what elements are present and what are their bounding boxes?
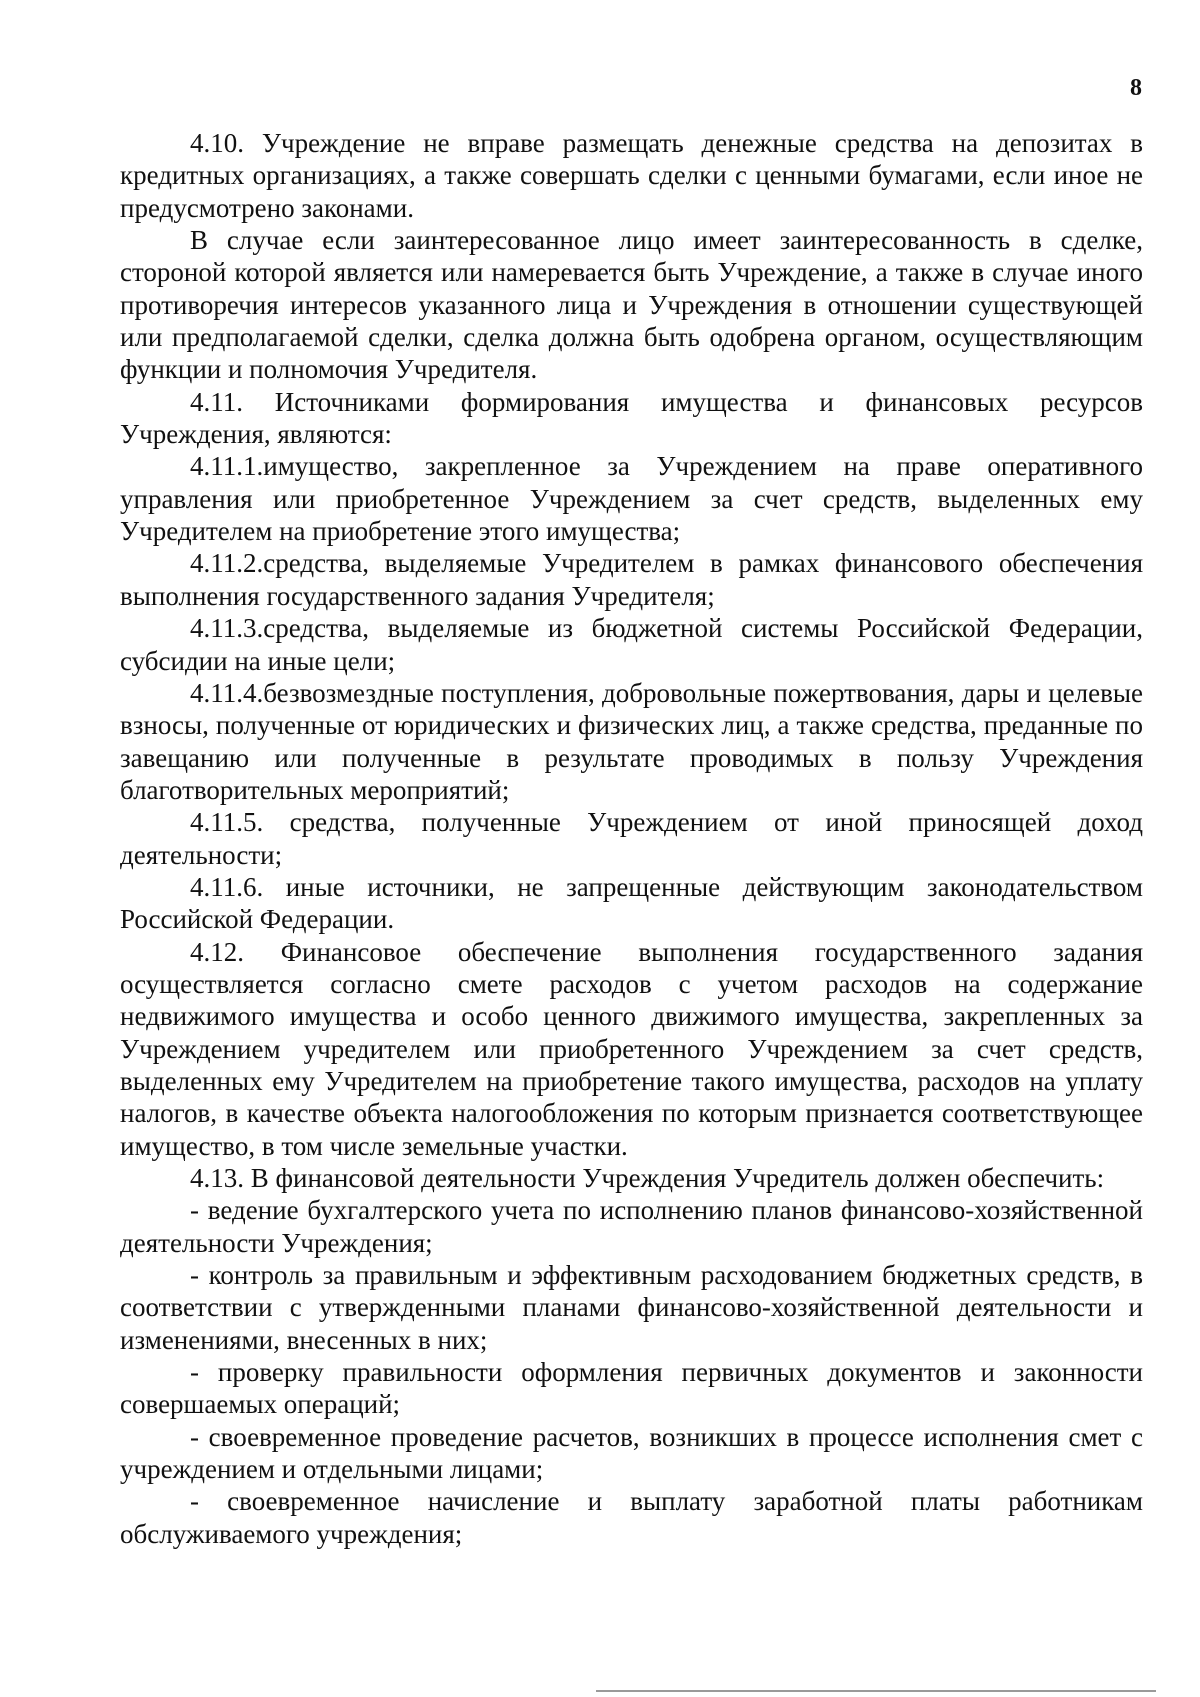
paragraph-4-11: 4.11. Источниками формирования имущества и финансовых ресурсов Учреждения, являются: [120, 386, 1143, 450]
paragraph-4-11-4: 4.11.4.безвозмездные поступления, добровольные пожертвования, дары и целевые взносы, полученные от юридических и физических лиц, а также средства, преданные по завещанию или полученные в результате проводимых в пользу Учреждения благотворительных мероприятий; [120, 677, 1143, 805]
list-item-budget-control: - контроль за правильным и эффективным расходованием бюджетных средств, в соответствии с утвержденными планами финансово-хозяйственной деятельности и изменениями, внесенных в них; [120, 1260, 1143, 1355]
list-item-salary: - своевременное начисление и выплату заработной платы работникам обслуживаемого учреждения; [120, 1486, 1143, 1549]
paragraph-4-11-2: 4.11.2.средства, выделяемые Учредителем в рамках финансового обеспечения выполнения государственного задания Учредителя; [120, 548, 1143, 611]
page-number: 8 [1130, 75, 1142, 101]
paragraph-interested-party: В случае если заинтересованное лицо имеет заинтересованность в сделке, стороной которой является или намеревается быть Учреждение, а также в случае иного противоречия интересов указанного лица и Учреждения в отношении существующей или предполагаемой сделки, сделка должна быть одобрена органом, осуществляющим функции и полномочия Учредителя. [120, 225, 1143, 385]
paragraph-4-13: 4.13. В финансовой деятельности Учреждения Учредитель должен обеспечить: [190, 1163, 1105, 1193]
document-body [120, 127, 1143, 1550]
paragraph-4-11-3: 4.11.3.средства, выделяемые из бюджетной системы Российской Федерации, субсидии на иные цели; [120, 613, 1143, 676]
paragraph-4-12: 4.12. Финансовое обеспечение выполнения государственного задания осуществляется согласно смете расходов с учетом расходов на содержание недвижимого имущества и особо ценного движимого имущества, закрепленных за Учреждением учредителем или приобретенного Учреждением за счет средств, выделенных ему Учредителем на приобретение такого имущества, расходов на уплату налогов, в качестве объекта налогообложения по которым признается соответствующее имущество, в том числе земельные участки. [120, 936, 1143, 1161]
list-item-document-check: - проверку правильности оформления первичных документов и законности совершаемых операций; [120, 1357, 1143, 1420]
paragraph-4-11-5: 4.11.5. средства, полученные Учреждением от иной приносящей доход деятельности; [120, 807, 1143, 870]
paragraph-4-10: 4.10. Учреждение не вправе размещать денежные средства на депозитах в кредитных организациях, а также совершать сделки с ценными бумагами, если иное не предусмотрено законами. [120, 128, 1143, 223]
paragraph-4-11-6: 4.11.6. иные источники, не запрещенные действующим законодательством Российской Федерации. [120, 871, 1143, 935]
footer-rule [596, 1690, 1156, 1692]
paragraph-4-11-1: 4.11.1.имущество, закрепленное за Учреждением на праве оперативного управления или приобретенное Учреждением за счет средств, выделенных ему Учредителем на приобретение этого имущества; [120, 451, 1143, 547]
list-item-settlements: - своевременное проведение расчетов, возникших в процессе исполнения смет с учреждением и отдельными лицами; [120, 1421, 1143, 1485]
list-item-accounting: - ведение бухгалтерского учета по исполнению планов финансово-хозяйственной деятельности Учреждения; [120, 1195, 1143, 1258]
